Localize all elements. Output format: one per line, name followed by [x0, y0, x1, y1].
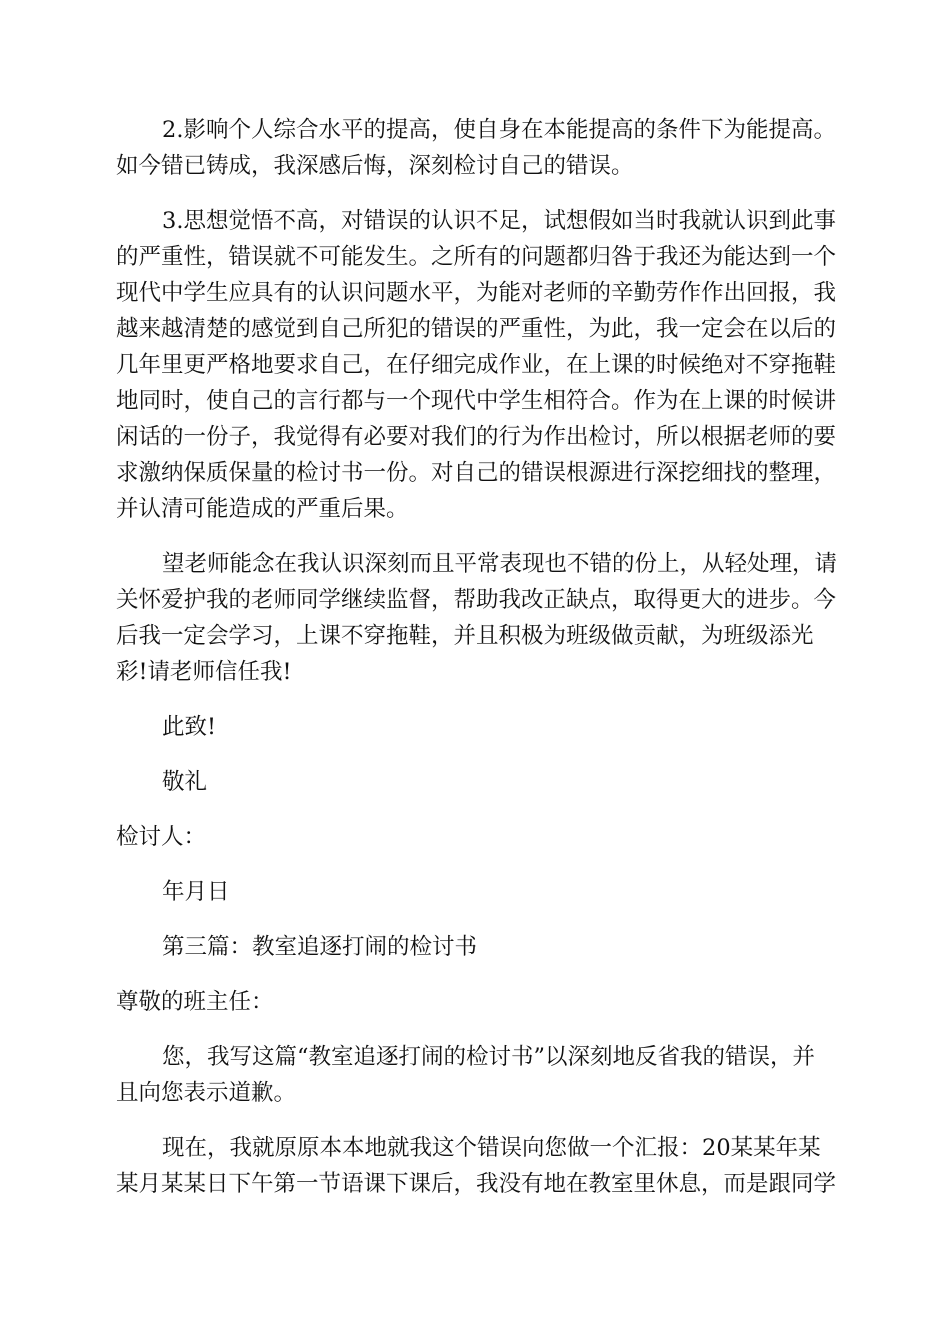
text-line: 求激纳保质保量的检讨书一份。对自己的错误根源进行深挖细找的整理， [116, 460, 837, 486]
text-line: 望老师能念在我认识深刻而且平常表现也不错的份上，从轻处理，请 [162, 551, 838, 577]
text-line: 彩!请老师信任我! [116, 659, 292, 685]
paragraph-2 [116, 203, 836, 527]
closing-salutation [116, 709, 836, 745]
text-line: 2.影响个人综合水平的提高，使自身在本能提高的条件下为能提高。 [162, 117, 836, 143]
text-line: 现代中学生应具有的认识问题水平，为能对老师的辛勤劳作作出回报，我 [116, 280, 837, 306]
text-line: 检讨人： [116, 824, 207, 850]
text-line: 且向您表示道歉。 [116, 1080, 297, 1106]
text-line: 年月日 [162, 879, 230, 905]
closing-regards [116, 764, 836, 800]
text-line: 现在，我就原原本本地就我这个错误向您做一个汇报：20某某年某 [162, 1135, 821, 1161]
paragraph-report [116, 1130, 836, 1202]
text-line: 越来越清楚的感觉到自己所犯的错误的严重性，为此，我一定会在以后的 [116, 316, 837, 342]
text-line: 3.思想觉悟不高，对错误的认识不足，试想假如当时我就认识到此事 [162, 208, 836, 234]
paragraph-1 [116, 112, 836, 184]
letter-greeting [116, 984, 836, 1020]
signature-label [116, 819, 836, 855]
text-line: 如今错已铸成，我深感后悔，深刻检讨自己的错误。 [116, 153, 634, 179]
text-line: 关怀爱护我的老师同学继续监督，帮助我改正缺点，取得更大的进步。今 [116, 587, 837, 613]
date-line [116, 874, 836, 910]
section-heading [116, 929, 836, 965]
text-line: 的严重性，错误就不可能发生。之所有的问题都归咎于我还为能达到一个 [116, 244, 837, 270]
text-line: 地同时，使自己的言行都与一个现代中学生相符合。作为在上课的时候讲 [116, 388, 837, 414]
text-line: 并认清可能造成的严重后果。 [116, 496, 409, 522]
text-line: 闲话的一份子，我觉得有必要对我们的行为作出检讨，所以根据老师的要 [116, 424, 837, 450]
text-line: 此致! [162, 714, 217, 740]
paragraph-3 [116, 546, 836, 690]
document-page [116, 112, 836, 1202]
text-line: 您，我写这篇“教室追逐打闹的检讨书”以深刻地反省我的错误，并 [162, 1044, 816, 1070]
text-line: 第三篇：教室追逐打闹的检讨书 [162, 934, 478, 960]
text-line: 后我一定会学习，上课不穿拖鞋，并且积极为班级做贡献，为班级添光 [116, 623, 814, 649]
text-line: 几年里更严格地要求自己，在仔细完成作业，在上课的时候绝对不穿拖鞋 [116, 352, 837, 378]
text-line: 尊敬的班主任： [116, 989, 274, 1015]
text-line: 某月某某日下午第一节语课下课后，我没有地在教室里休息，而是跟同学 [116, 1171, 837, 1197]
text-line: 敬礼 [162, 769, 208, 795]
paragraph-intro [116, 1039, 836, 1111]
